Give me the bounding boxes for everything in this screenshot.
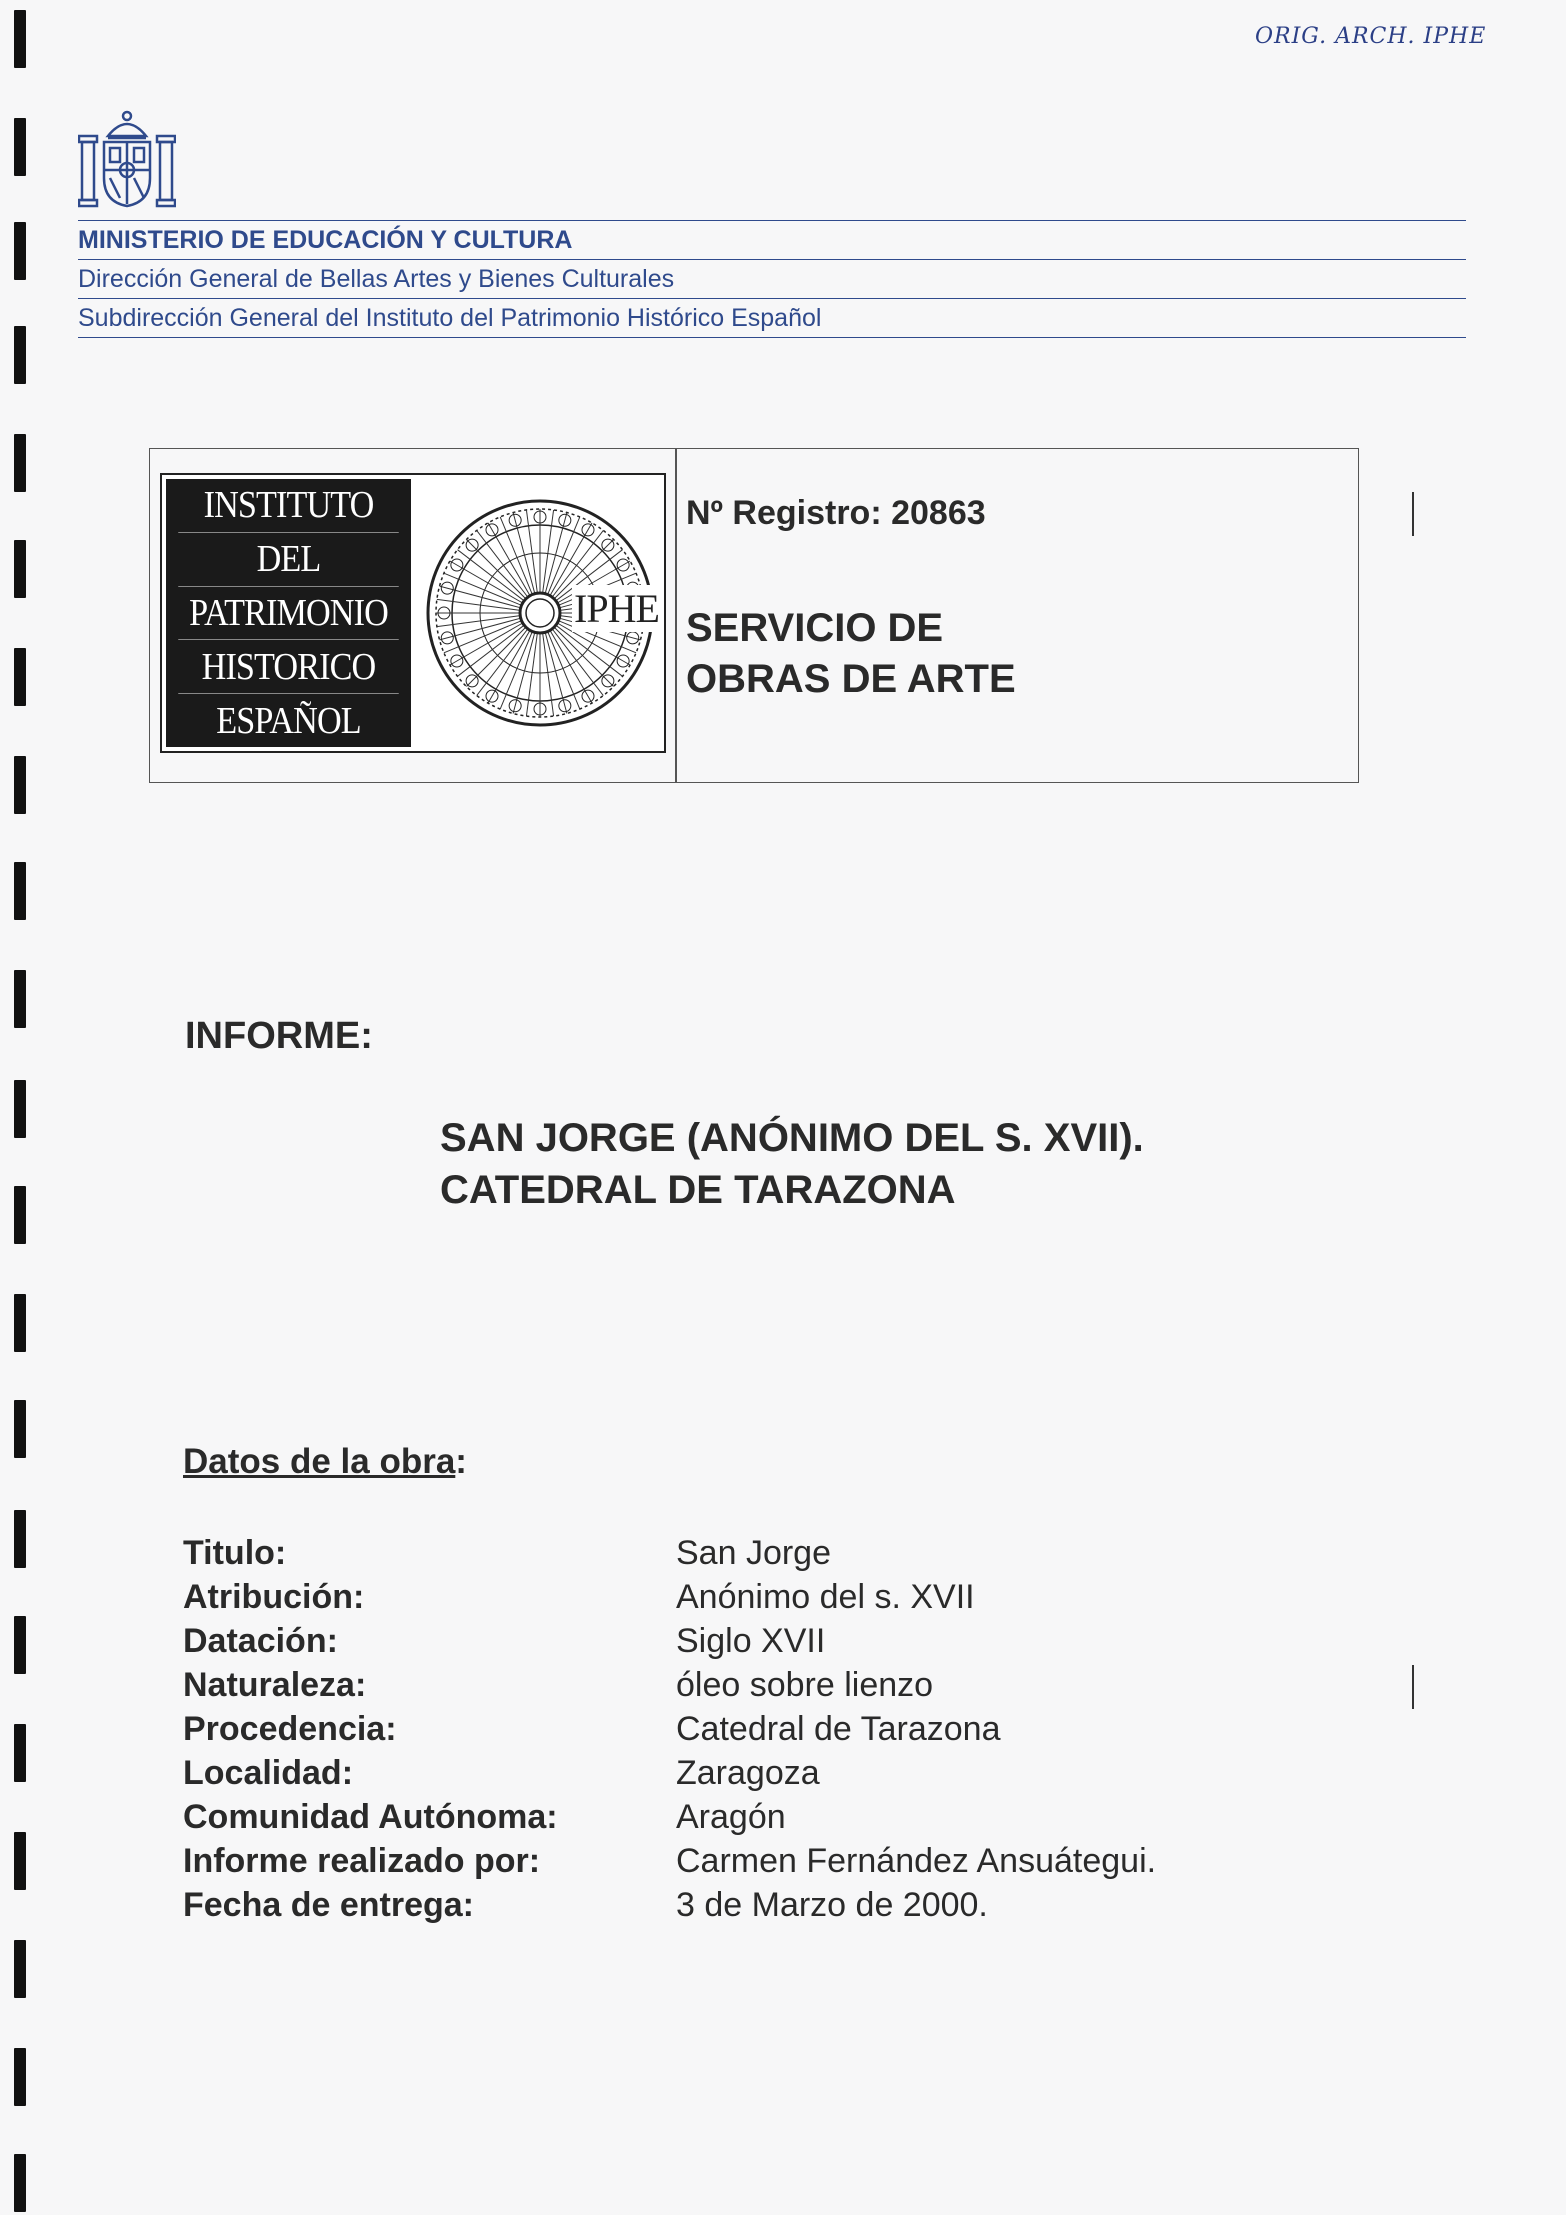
institute-name-line: DEL — [178, 533, 399, 587]
report-title-line: CATEDRAL DE TARAZONA — [440, 1168, 956, 1212]
margin-tick — [1412, 492, 1414, 536]
datos-heading-text: Datos de la obra — [183, 1442, 456, 1481]
binding-mark — [14, 222, 26, 280]
binding-mark — [14, 326, 26, 384]
service-title-line: SERVICIO DE — [686, 606, 944, 650]
iphe-acronym: IPHE — [574, 586, 659, 631]
coat-of-arms-icon — [78, 108, 176, 210]
ministry-direction: Dirección General de Bellas Artes y Bienes Culturales — [78, 260, 1466, 299]
binding-mark — [14, 1080, 26, 1138]
report-title — [440, 1112, 1144, 1216]
data-value: 3 de Marzo de 2000. — [676, 1886, 988, 1924]
data-row — [183, 1751, 1283, 1795]
data-key: Atribución: — [183, 1578, 365, 1616]
data-key: Fecha de entrega: — [183, 1886, 474, 1924]
data-row — [183, 1883, 1283, 1927]
binding-mark — [14, 862, 26, 920]
ministry-lines — [78, 220, 1466, 338]
data-value: óleo sobre lienzo — [676, 1666, 934, 1704]
binding-mark — [14, 1510, 26, 1568]
service-title — [686, 603, 1016, 705]
data-value: Anónimo del s. XVII — [676, 1578, 975, 1616]
binding-mark — [14, 540, 26, 598]
data-key: Comunidad Autónoma: — [183, 1798, 558, 1836]
ministry-subdirection: Subdirección General del Instituto del Patrimonio Histórico Español — [78, 299, 1466, 338]
data-row — [183, 1663, 1283, 1707]
data-key: Informe realizado por: — [183, 1842, 541, 1880]
institute-name-line: ESPAÑOL — [216, 699, 361, 742]
binding-mark — [14, 2048, 26, 2106]
binding-mark — [14, 756, 26, 814]
binding-mark — [14, 10, 26, 68]
data-value: Carmen Fernández Ansuátegui. — [676, 1842, 1157, 1880]
handwritten-note: ORIG. ARCH. IPHE — [1255, 24, 1487, 49]
report-title-line: SAN JORGE (ANÓNIMO DEL S. XVII). — [440, 1116, 1144, 1160]
data-row — [183, 1795, 1283, 1839]
binding-mark — [14, 1832, 26, 1890]
datos-heading-colon: : — [455, 1442, 467, 1481]
informe-label: INFORME: — [185, 1015, 373, 1057]
data-key: Titulo: — [183, 1534, 287, 1572]
binding-mark — [14, 1724, 26, 1782]
binding-mark — [14, 2154, 26, 2212]
service-title-line: OBRAS DE ARTE — [686, 657, 1016, 701]
binding-mark — [14, 1616, 26, 1674]
data-row — [183, 1531, 1283, 1575]
binding-mark — [14, 1186, 26, 1244]
binding-mark — [14, 648, 26, 706]
margin-tick — [1412, 1665, 1414, 1709]
institute-name-line: PATRIMONIO — [178, 587, 399, 641]
binding-mark — [14, 1940, 26, 1998]
registration-number: Nº Registro: 20863 — [686, 494, 986, 532]
data-key: Localidad: — [183, 1754, 354, 1792]
box-divider — [675, 449, 677, 782]
data-row — [183, 1575, 1283, 1619]
data-value: Siglo XVII — [676, 1622, 826, 1660]
data-value: Catedral de Tarazona — [676, 1710, 1001, 1748]
binding-mark — [14, 434, 26, 492]
iphe-logo — [160, 473, 666, 753]
data-key: Naturaleza: — [183, 1666, 367, 1704]
ministry-name: MINISTERIO DE EDUCACIÓN Y CULTURA — [78, 220, 1466, 260]
datos-heading — [183, 1442, 467, 1482]
data-key: Procedencia: — [183, 1710, 397, 1748]
data-row — [183, 1707, 1283, 1751]
work-data-table — [183, 1531, 1283, 1927]
institute-name-block — [166, 479, 411, 747]
data-value: San Jorge — [676, 1534, 831, 1572]
data-value: Zaragoza — [676, 1754, 820, 1792]
binding-mark — [14, 118, 26, 176]
institute-name-line: HISTORICO — [178, 640, 399, 694]
binding-mark — [14, 1400, 26, 1458]
data-row — [183, 1619, 1283, 1663]
binding-mark — [14, 1294, 26, 1352]
institute-name-line: INSTITUTO — [178, 479, 399, 533]
binding-mark — [14, 970, 26, 1028]
data-row — [183, 1839, 1283, 1883]
data-value: Aragón — [676, 1798, 786, 1836]
data-key: Datación: — [183, 1622, 338, 1660]
